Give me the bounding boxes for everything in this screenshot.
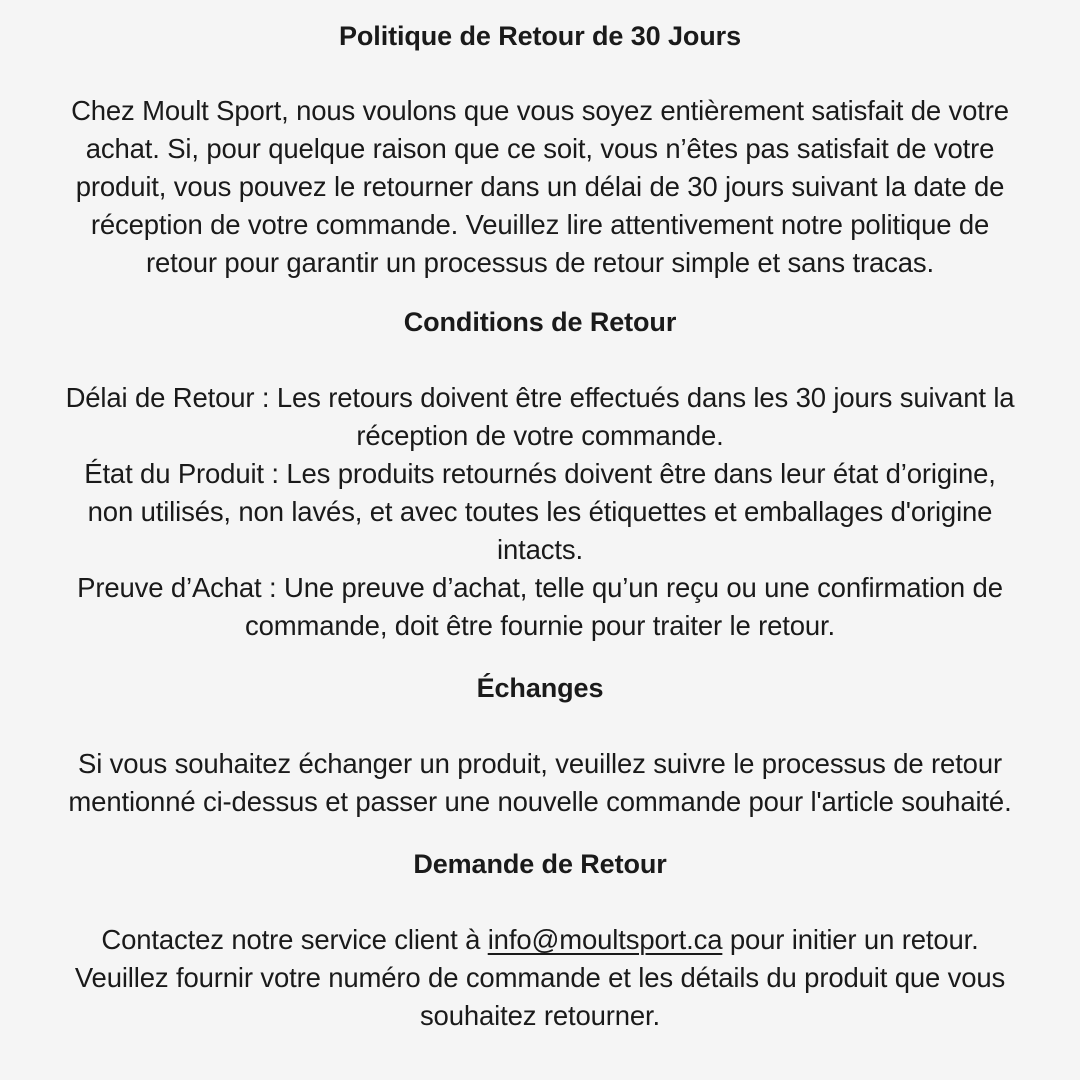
return-request-line: souhaitez retourner. [419, 1000, 661, 1031]
conditions-line: commande, doit être fournie pour traiter le retour. [244, 610, 836, 641]
intro-line: Chez Moult Sport, nous voulons que vous soyez entièrement satisfait de votre [71, 95, 1009, 126]
conditions-line: État du Produit : Les produits retournés doivent être dans leur état d’origine, [84, 458, 996, 489]
exchanges-heading: Échanges [476, 673, 604, 703]
conditions-line: Preuve d’Achat : Une preuve d’achat, telle qu’un reçu ou une confirmation de [77, 572, 1003, 603]
exchanges-line: mentionné ci-dessus et passer une nouvelle commande pour l'article souhaité. [68, 786, 1012, 817]
conditions-paragraph [4, 379, 1076, 645]
return-request-heading: Demande de Retour [413, 849, 667, 879]
exchanges-paragraph [4, 745, 1076, 821]
return-request-line: Veuillez fournir votre numéro de commande et les détails du produit que vous [74, 962, 1006, 993]
conditions-line: Délai de Retour : Les retours doivent être effectués dans les 30 jours suivant la [65, 382, 1015, 413]
contact-text-after: pour initier un retour. [722, 924, 979, 955]
conditions-line: réception de votre commande. [356, 420, 724, 451]
page-title: Politique de Retour de 30 Jours [339, 21, 741, 51]
intro-line: réception de votre commande. Veuillez lire attentivement notre politique de [90, 209, 990, 240]
intro-line: produit, vous pouvez le retourner dans un délai de 30 jours suivant la date de [75, 171, 1005, 202]
email-link[interactable]: info@moultsport.ca [487, 924, 723, 955]
conditions-line: non utilisés, non lavés, et avec toutes les étiquettes et emballages d'origine [87, 496, 993, 527]
conditions-line: intacts. [497, 534, 583, 565]
contact-text-before: Contactez notre service client à [101, 924, 488, 955]
intro-line: achat. Si, pour quelque raison que ce soit, vous n’êtes pas satisfait de votre [85, 133, 995, 164]
conditions-heading: Conditions de Retour [403, 307, 677, 337]
return-request-paragraph [4, 921, 1076, 1035]
exchanges-line: Si vous souhaitez échanger un produit, veuillez suivre le processus de retour [78, 748, 1002, 779]
intro-line: retour pour garantir un processus de retour simple et sans tracas. [146, 247, 934, 278]
intro-paragraph [4, 92, 1076, 282]
return-request-line [4, 921, 1076, 959]
